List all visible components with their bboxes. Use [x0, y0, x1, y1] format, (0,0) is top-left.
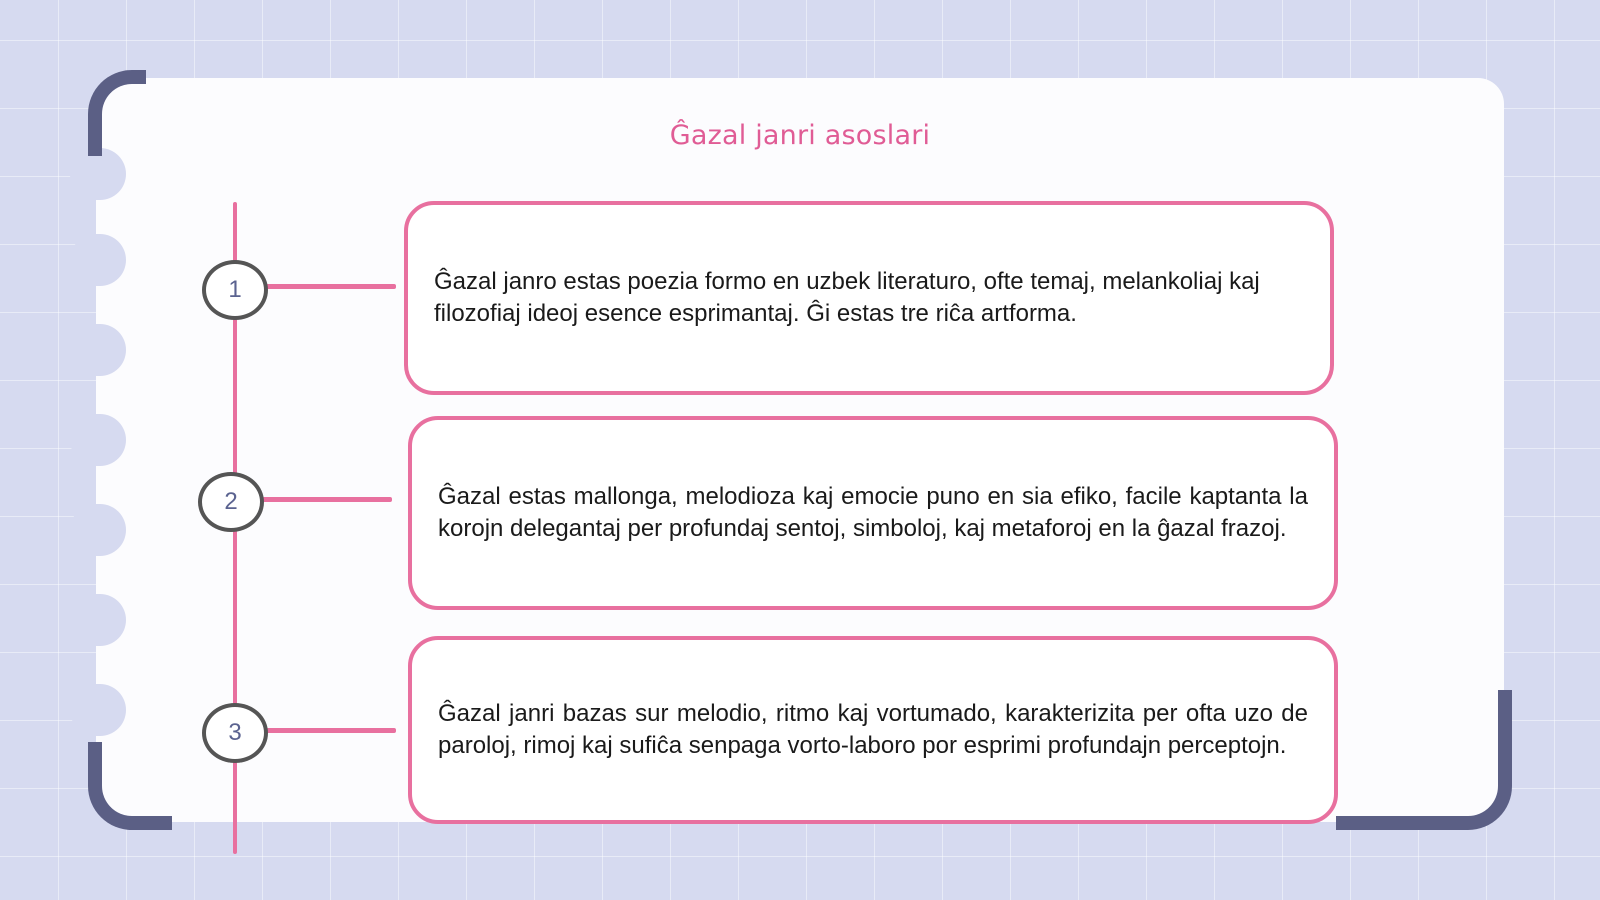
corner-bracket-bottom-left	[88, 742, 172, 830]
paper-notch	[70, 594, 126, 646]
step-number: 1	[228, 276, 242, 303]
step-number: 3	[228, 719, 242, 746]
step-connector	[262, 497, 392, 502]
step-number: 2	[224, 488, 238, 515]
step-content-box	[408, 636, 1338, 824]
paper-notch	[70, 234, 126, 286]
step-description: Ĝazal janri bazas sur melodio, ritmo kaj vortumado, karakterizita per ofta uzo de paroloj, rimoj kaj sufiĉa senpaga vorto-laboro por esprimi profundajn perceptojn.	[438, 700, 1308, 759]
step-number-circle	[202, 260, 268, 320]
step-content-box	[408, 416, 1338, 610]
step-number-circle	[202, 703, 268, 763]
paper-notch	[70, 414, 126, 466]
step-content-box	[404, 201, 1334, 395]
step-number-circle	[198, 472, 264, 532]
paper-notch	[70, 684, 126, 736]
step-connector	[266, 728, 396, 733]
page-title: Ĝazal janri asoslari	[669, 120, 931, 151]
paper-notch	[70, 504, 126, 556]
corner-bracket-top-left	[88, 70, 146, 156]
step-description: Ĝazal janro estas poezia formo en uzbek literaturo, ofte temaj, melankoliaj kaj filozofiaj ideoj esence esprimantaj. Ĝi estas tre riĉa artforma.	[434, 268, 1260, 327]
step-description: Ĝazal estas mallonga, melodioza kaj emocie puno en sia efiko, facile kaptanta la korojn delegantaj per profundaj sentoj, simboloj, kaj metaforoj en la ĝazal frazoj.	[438, 483, 1308, 542]
corner-bracket-bottom-right	[1336, 690, 1512, 830]
paper-notch	[70, 324, 126, 376]
step-connector	[266, 284, 396, 289]
